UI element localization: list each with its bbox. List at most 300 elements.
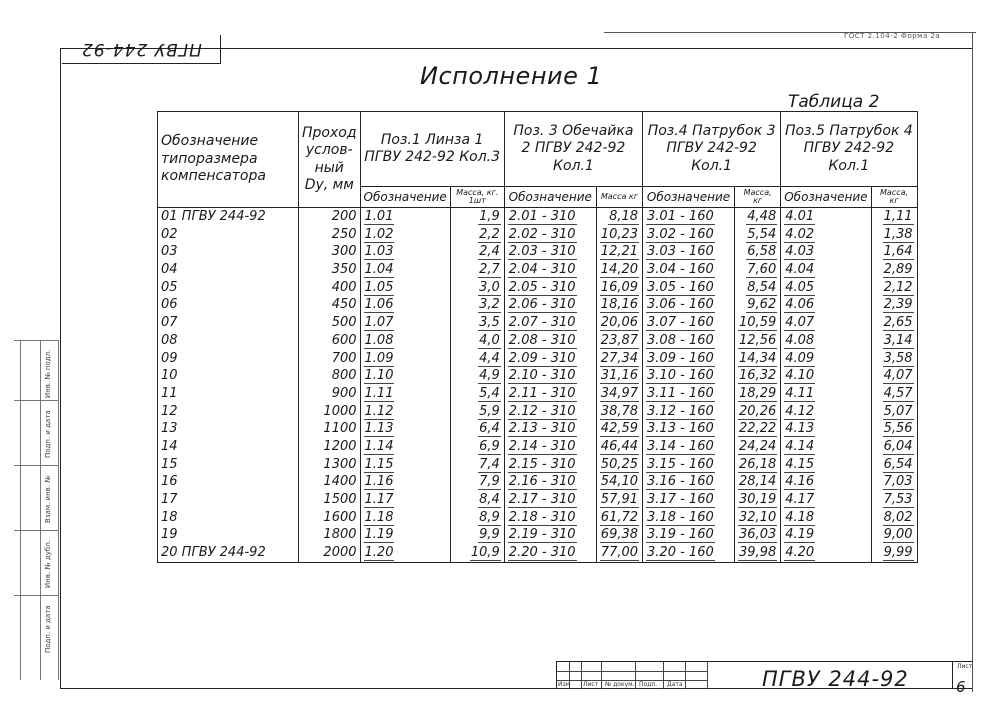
cell-dn-text: 250 (331, 226, 357, 242)
cell-pos5-mass (871, 243, 917, 261)
cell-pos4-code (643, 332, 735, 350)
frame-right-line (972, 32, 973, 692)
table-row (158, 544, 918, 562)
cell-dn-text: 1300 (323, 456, 357, 472)
header-stamp-text: ПГВУ 244-92 (80, 39, 202, 59)
cell-pos4-code-text: 3.16 - 160 (647, 474, 714, 490)
cell-pos1-mass (450, 491, 504, 509)
cell-pos3-mass-text: 31,16 (600, 368, 639, 384)
pos5-designation-header: Обозначение (781, 187, 871, 208)
cell-pos4-mass (735, 403, 781, 421)
cell-pos1-mass-text: 2,7 (479, 262, 500, 278)
cell-pos3-code (504, 243, 596, 261)
cell-pos4-mass (735, 367, 781, 385)
cell-dn (299, 491, 361, 509)
pos1-mass-header: Масса, кг. 1шт (450, 187, 504, 208)
cell-designation (158, 314, 299, 332)
cell-pos3-code (504, 473, 596, 491)
cell-pos5-code (781, 420, 871, 438)
cell-pos3-code (504, 526, 596, 544)
cell-dn (299, 296, 361, 314)
cell-designation (158, 491, 299, 509)
cell-designation-text: 12 (161, 403, 178, 419)
cell-pos5-code-text: 4.15 (785, 456, 815, 472)
cell-pos1-code-text: 1.18 (364, 509, 394, 525)
cell-pos3-code (504, 296, 596, 314)
cell-pos4-code (643, 279, 735, 297)
cell-designation (158, 438, 299, 456)
cell-pos5-code (781, 509, 871, 527)
table-row (158, 385, 918, 403)
cell-pos3-mass (596, 491, 642, 509)
cell-dn (299, 473, 361, 491)
cell-pos1-code-text: 1.14 (364, 438, 394, 454)
cell-pos3-mass (596, 385, 642, 403)
table-row (158, 261, 918, 279)
cell-pos1-code-text: 1.19 (364, 527, 394, 543)
cell-pos1-code (360, 438, 450, 456)
cell-pos3-mass-text: 46,44 (600, 438, 639, 454)
cell-pos3-code (504, 456, 596, 474)
cell-pos5-mass-text: 1,38 (883, 226, 913, 242)
cell-pos4-mass (735, 526, 781, 544)
cell-pos5-mass-text: 9,00 (883, 527, 913, 543)
cell-dn-text: 450 (331, 297, 357, 313)
cell-pos5-mass (871, 456, 917, 474)
cell-pos4-code-text: 3.11 - 160 (647, 385, 714, 401)
binding-strip (14, 340, 58, 680)
cell-pos3-mass-text: 12,21 (600, 244, 639, 260)
cell-pos1-mass (450, 350, 504, 368)
cell-pos1-code-text: 1.05 (364, 279, 394, 295)
binding-strip-label: Подп. и дата (44, 605, 52, 653)
cell-pos4-mass-text: 12,56 (739, 332, 777, 348)
pos3-designation-header: Обозначение (504, 187, 596, 208)
cell-pos1-code-text: 1.15 (364, 456, 394, 472)
cell-pos4-code-text: 3.07 - 160 (647, 315, 714, 331)
cell-dn (299, 261, 361, 279)
cell-pos3-code (504, 367, 596, 385)
cell-pos4-code (643, 350, 735, 368)
cell-pos4-code-text: 3.05 - 160 (647, 279, 714, 295)
cell-designation (158, 473, 299, 491)
cell-pos1-code (360, 491, 450, 509)
cell-dn-text: 1500 (323, 492, 357, 508)
cell-dn (299, 438, 361, 456)
cell-pos5-code (781, 261, 871, 279)
cell-pos3-mass-text: 57,91 (600, 492, 639, 508)
binding-strip-divider (14, 595, 58, 596)
cell-designation (158, 279, 299, 297)
cell-dn (299, 456, 361, 474)
binding-strip-label: Инв. № дубл. (44, 540, 52, 588)
cell-pos3-code-text: 2.02 - 310 (508, 226, 576, 242)
cell-pos5-code (781, 385, 871, 403)
cell-dn-text: 200 (331, 209, 357, 225)
sheet-label: Лист (957, 663, 973, 670)
cell-pos4-code (643, 243, 735, 261)
cell-pos4-mass-text: 9,62 (747, 297, 777, 313)
table-row (158, 350, 918, 368)
cell-pos1-mass-text: 2,2 (479, 226, 500, 242)
cell-designation (158, 456, 299, 474)
cell-pos3-mass (596, 456, 642, 474)
cell-dn (299, 385, 361, 403)
cell-pos3-code-text: 2.17 - 310 (508, 492, 576, 508)
cell-pos3-code (504, 332, 596, 350)
cell-pos1-mass-text: 6,4 (479, 421, 500, 437)
cell-pos3-mass-text: 61,72 (600, 509, 639, 525)
cell-pos5-mass-text: 6,54 (883, 456, 913, 472)
cell-pos3-mass (596, 544, 642, 562)
cell-pos5-mass-text: 9,99 (883, 545, 913, 561)
cell-pos1-code-text: 1.11 (364, 385, 394, 401)
cell-pos5-mass (871, 332, 917, 350)
table-row (158, 491, 918, 509)
sheet-number: 6 (956, 678, 966, 696)
pos5-mass-header: Масса, кг (871, 187, 917, 208)
cell-pos1-code (360, 385, 450, 403)
cell-pos4-mass-text: 30,19 (739, 492, 777, 508)
cell-pos3-code (504, 509, 596, 527)
cell-pos5-code (781, 314, 871, 332)
cell-pos4-code (643, 491, 735, 509)
cell-pos1-mass (450, 438, 504, 456)
cell-designation-text: 10 (161, 368, 178, 384)
cell-designation (158, 367, 299, 385)
cell-pos3-mass (596, 296, 642, 314)
cell-designation-text: 03 (161, 244, 178, 260)
cell-pos1-mass (450, 385, 504, 403)
cell-pos1-code (360, 403, 450, 421)
cell-pos5-code (781, 456, 871, 474)
cell-pos4-mass-text: 14,34 (739, 350, 777, 366)
cell-dn (299, 509, 361, 527)
cell-pos5-mass (871, 491, 917, 509)
cell-designation (158, 385, 299, 403)
cell-pos5-code-text: 4.02 (785, 226, 815, 242)
cell-pos1-mass-text: 6,9 (479, 438, 500, 454)
cell-pos5-mass (871, 438, 917, 456)
cell-pos5-code-text: 4.12 (785, 403, 815, 419)
cell-pos4-mass-text: 24,24 (739, 438, 777, 454)
cell-pos1-mass (450, 226, 504, 244)
cell-pos3-code (504, 544, 596, 562)
binding-strip-divider (14, 530, 58, 531)
form-reference: ГОСТ 2.104-2 Форма 2а (844, 32, 941, 40)
cell-pos1-mass-text: 8,4 (479, 492, 500, 508)
cell-pos1-code (360, 296, 450, 314)
cell-pos1-mass (450, 509, 504, 527)
cell-pos3-code-text: 2.14 - 310 (508, 438, 576, 454)
table-row (158, 420, 918, 438)
cell-pos4-mass (735, 279, 781, 297)
cell-pos5-mass-text: 2,65 (883, 315, 913, 331)
table-row (158, 473, 918, 491)
cell-pos5-code-text: 4.05 (785, 279, 815, 295)
cell-pos1-mass-text: 10,9 (470, 545, 500, 561)
cell-designation-text: 17 (161, 492, 178, 508)
cell-designation-text: 18 (161, 509, 178, 525)
title-block-cells (557, 662, 707, 689)
cell-pos1-mass (450, 544, 504, 562)
cell-pos5-code-text: 4.06 (785, 297, 815, 313)
cell-dn (299, 226, 361, 244)
cell-pos4-code (643, 296, 735, 314)
cell-pos3-code-text: 2.15 - 310 (508, 456, 576, 472)
cell-pos4-mass (735, 385, 781, 403)
cell-designation (158, 509, 299, 527)
cell-pos1-code (360, 473, 450, 491)
cell-dn-text: 1200 (323, 438, 357, 454)
cell-designation (158, 544, 299, 562)
cell-pos1-mass (450, 420, 504, 438)
cell-pos3-code (504, 350, 596, 368)
cell-dn-text: 300 (331, 244, 357, 260)
cell-pos4-code-text: 3.13 - 160 (647, 421, 714, 437)
cell-pos4-mass-text: 6,58 (747, 244, 777, 260)
cell-pos1-code-text: 1.06 (364, 297, 394, 313)
cell-pos3-mass-text: 23,87 (600, 332, 639, 348)
title-block-label: № докум. (605, 681, 635, 688)
cell-pos3-code-text: 2.20 - 310 (508, 545, 576, 561)
cell-dn-text: 800 (331, 368, 357, 384)
col-designation-header: Обозначение типоразмера компенсатора (158, 112, 299, 208)
cell-pos5-code (781, 226, 871, 244)
pos1-designation-header: Обозначение (360, 187, 450, 208)
cell-pos4-code (643, 367, 735, 385)
cell-pos3-code (504, 491, 596, 509)
cell-pos4-mass-text: 8,54 (747, 279, 777, 295)
cell-dn (299, 544, 361, 562)
frame-left-line (60, 48, 61, 688)
cell-pos1-mass-text: 7,4 (479, 456, 500, 472)
title-block-row-line (557, 671, 707, 672)
cell-pos3-mass (596, 367, 642, 385)
cell-pos5-code-text: 4.09 (785, 350, 815, 366)
cell-pos1-mass (450, 261, 504, 279)
cell-pos5-mass (871, 544, 917, 562)
binding-strip-line (58, 340, 59, 680)
cell-pos1-mass-text: 7,9 (479, 474, 500, 490)
cell-dn (299, 243, 361, 261)
cell-pos5-mass-text: 2,39 (883, 297, 913, 313)
cell-designation-text: 05 (161, 279, 178, 295)
binding-strip-divider (14, 340, 58, 341)
cell-pos1-mass (450, 279, 504, 297)
cell-pos5-code (781, 279, 871, 297)
cell-dn (299, 420, 361, 438)
cell-pos4-mass-text: 36,03 (739, 527, 777, 543)
cell-pos3-code-text: 2.11 - 310 (508, 385, 576, 401)
cell-pos3-code-text: 2.01 - 310 (508, 209, 576, 225)
cell-pos5-code (781, 296, 871, 314)
cell-pos5-mass-text: 6,04 (883, 438, 913, 454)
cell-dn-text: 1800 (323, 527, 357, 543)
cell-pos5-mass-text: 3,58 (883, 350, 913, 366)
cell-pos5-mass (871, 226, 917, 244)
cell-dn (299, 208, 361, 226)
cell-pos4-code (643, 403, 735, 421)
cell-pos4-mass-text: 28,14 (739, 474, 777, 490)
cell-pos3-code (504, 208, 596, 226)
cell-pos5-mass-text: 2,89 (883, 262, 913, 278)
cell-pos5-code-text: 4.17 (785, 492, 815, 508)
cell-pos3-code (504, 438, 596, 456)
title-block-divider (707, 662, 708, 689)
pos4-designation-header: Обозначение (643, 187, 735, 208)
binding-strip-label: Взам. инв. № (44, 475, 52, 523)
cell-pos5-mass (871, 403, 917, 421)
cell-designation-text: 06 (161, 297, 178, 313)
cell-pos1-code-text: 1.03 (364, 244, 394, 260)
cell-pos4-mass-text: 5,54 (747, 226, 777, 242)
cell-pos1-code (360, 526, 450, 544)
binding-strip-label: Инв. № подл. (44, 349, 52, 398)
cell-designation-text: 16 (161, 474, 178, 490)
cell-pos1-mass (450, 332, 504, 350)
cell-pos4-code-text: 3.15 - 160 (647, 456, 714, 472)
cell-designation (158, 420, 299, 438)
cell-pos1-mass-text: 8,9 (479, 509, 500, 525)
cell-pos4-mass-text: 20,26 (739, 403, 777, 419)
cell-pos4-mass-text: 16,32 (739, 368, 777, 384)
cell-pos4-code (643, 473, 735, 491)
binding-strip-divider (14, 465, 58, 466)
cell-pos3-mass (596, 438, 642, 456)
pos4-header: Поз.4 Патрубок 3 ПГВУ 242-92 Кол.1 (643, 112, 781, 187)
table-row (158, 314, 918, 332)
cell-pos3-code (504, 385, 596, 403)
cell-pos5-code (781, 438, 871, 456)
cell-pos4-code (643, 261, 735, 279)
cell-pos1-mass-text: 2,4 (479, 244, 500, 260)
cell-pos3-mass (596, 420, 642, 438)
cell-pos4-code (643, 420, 735, 438)
cell-pos1-code-text: 1.17 (364, 492, 394, 508)
cell-pos5-code-text: 4.18 (785, 509, 815, 525)
cell-pos5-mass (871, 296, 917, 314)
table-row (158, 438, 918, 456)
cell-pos1-mass-text: 9,9 (479, 527, 500, 543)
cell-pos3-code-text: 2.10 - 310 (508, 368, 576, 384)
cell-designation-text: 20 ПГВУ 244-92 (161, 545, 266, 561)
cell-pos3-code (504, 314, 596, 332)
cell-pos4-mass-text: 10,59 (739, 315, 777, 331)
cell-pos5-mass (871, 509, 917, 527)
cell-pos1-code (360, 226, 450, 244)
cell-pos5-code-text: 4.04 (785, 262, 815, 278)
cell-pos4-code (643, 526, 735, 544)
cell-pos3-mass (596, 226, 642, 244)
cell-pos1-code-text: 1.09 (364, 350, 394, 366)
cell-pos5-code (781, 473, 871, 491)
cell-pos5-code-text: 4.13 (785, 421, 815, 437)
cell-pos5-code-text: 4.08 (785, 332, 815, 348)
cell-pos5-mass-text: 1,11 (883, 209, 913, 225)
cell-designation-text: 07 (161, 315, 178, 331)
cell-designation (158, 332, 299, 350)
cell-pos5-code-text: 4.03 (785, 244, 815, 260)
cell-dn-text: 500 (331, 315, 357, 331)
table-row (158, 403, 918, 421)
cell-pos1-code (360, 367, 450, 385)
cell-pos3-code-text: 2.12 - 310 (508, 403, 576, 419)
cell-dn-text: 700 (331, 350, 357, 366)
cell-pos3-mass (596, 314, 642, 332)
cell-designation-text: 13 (161, 421, 178, 437)
cell-pos4-mass (735, 491, 781, 509)
cell-pos5-mass (871, 420, 917, 438)
cell-pos3-mass-text: 50,25 (600, 456, 639, 472)
cell-pos4-code-text: 3.14 - 160 (647, 438, 714, 454)
cell-designation-text: 14 (161, 438, 178, 454)
cell-pos1-mass (450, 367, 504, 385)
cell-pos4-mass (735, 350, 781, 368)
cell-pos4-code-text: 3.09 - 160 (647, 350, 714, 366)
table-row (158, 456, 918, 474)
cell-pos4-code-text: 3.03 - 160 (647, 244, 714, 260)
cell-pos5-mass-text: 4,57 (883, 385, 913, 401)
title-block-divider (581, 662, 582, 689)
cell-dn-text: 350 (331, 262, 357, 278)
cell-pos4-code-text: 3.20 - 160 (647, 545, 714, 561)
cell-pos1-code-text: 1.13 (364, 421, 394, 437)
cell-pos4-mass-text: 7,60 (747, 262, 777, 278)
cell-pos1-mass-text: 3,2 (479, 297, 500, 313)
title-block-label: Изм (558, 681, 571, 688)
cell-pos4-mass (735, 509, 781, 527)
cell-pos4-mass-text: 4,48 (747, 209, 777, 225)
cell-pos3-code (504, 226, 596, 244)
cell-pos3-mass (596, 279, 642, 297)
cell-dn-text: 1000 (323, 403, 357, 419)
cell-pos1-mass-text: 4,0 (479, 332, 500, 348)
cell-pos4-code (643, 226, 735, 244)
cell-pos4-code-text: 3.01 - 160 (647, 209, 714, 225)
cell-pos5-code (781, 243, 871, 261)
cell-designation-text: 11 (161, 385, 178, 401)
cell-pos4-mass-text: 18,29 (739, 385, 777, 401)
cell-pos1-code-text: 1.02 (364, 226, 394, 242)
cell-pos5-code-text: 4.01 (785, 209, 815, 225)
cell-pos1-code (360, 332, 450, 350)
cell-pos3-code (504, 261, 596, 279)
cell-pos5-mass (871, 367, 917, 385)
cell-pos3-mass (596, 473, 642, 491)
pos4-mass-header: Масса, кг (735, 187, 781, 208)
cell-pos5-code (781, 350, 871, 368)
cell-pos3-mass-text: 16,09 (600, 279, 639, 295)
cell-pos5-mass (871, 261, 917, 279)
cell-pos4-code (643, 385, 735, 403)
cell-pos5-mass-text: 8,02 (883, 509, 913, 525)
cell-pos3-code (504, 420, 596, 438)
cell-pos3-mass-text: 69,38 (600, 527, 639, 543)
cell-pos5-mass-text: 1,64 (883, 244, 913, 260)
binding-strip-label: Подп. и дата (44, 410, 52, 458)
cell-dn (299, 350, 361, 368)
cell-pos1-mass (450, 526, 504, 544)
cell-pos1-code (360, 544, 450, 562)
binding-strip-line (20, 340, 21, 680)
title-block-divider (635, 662, 636, 689)
cell-pos1-mass-text: 4,9 (479, 368, 500, 384)
cell-pos3-code-text: 2.06 - 310 (508, 297, 576, 313)
cell-pos3-mass-text: 54,10 (600, 474, 639, 490)
cell-dn-text: 1600 (323, 509, 357, 525)
table-label: Таблица 2 (788, 92, 880, 112)
